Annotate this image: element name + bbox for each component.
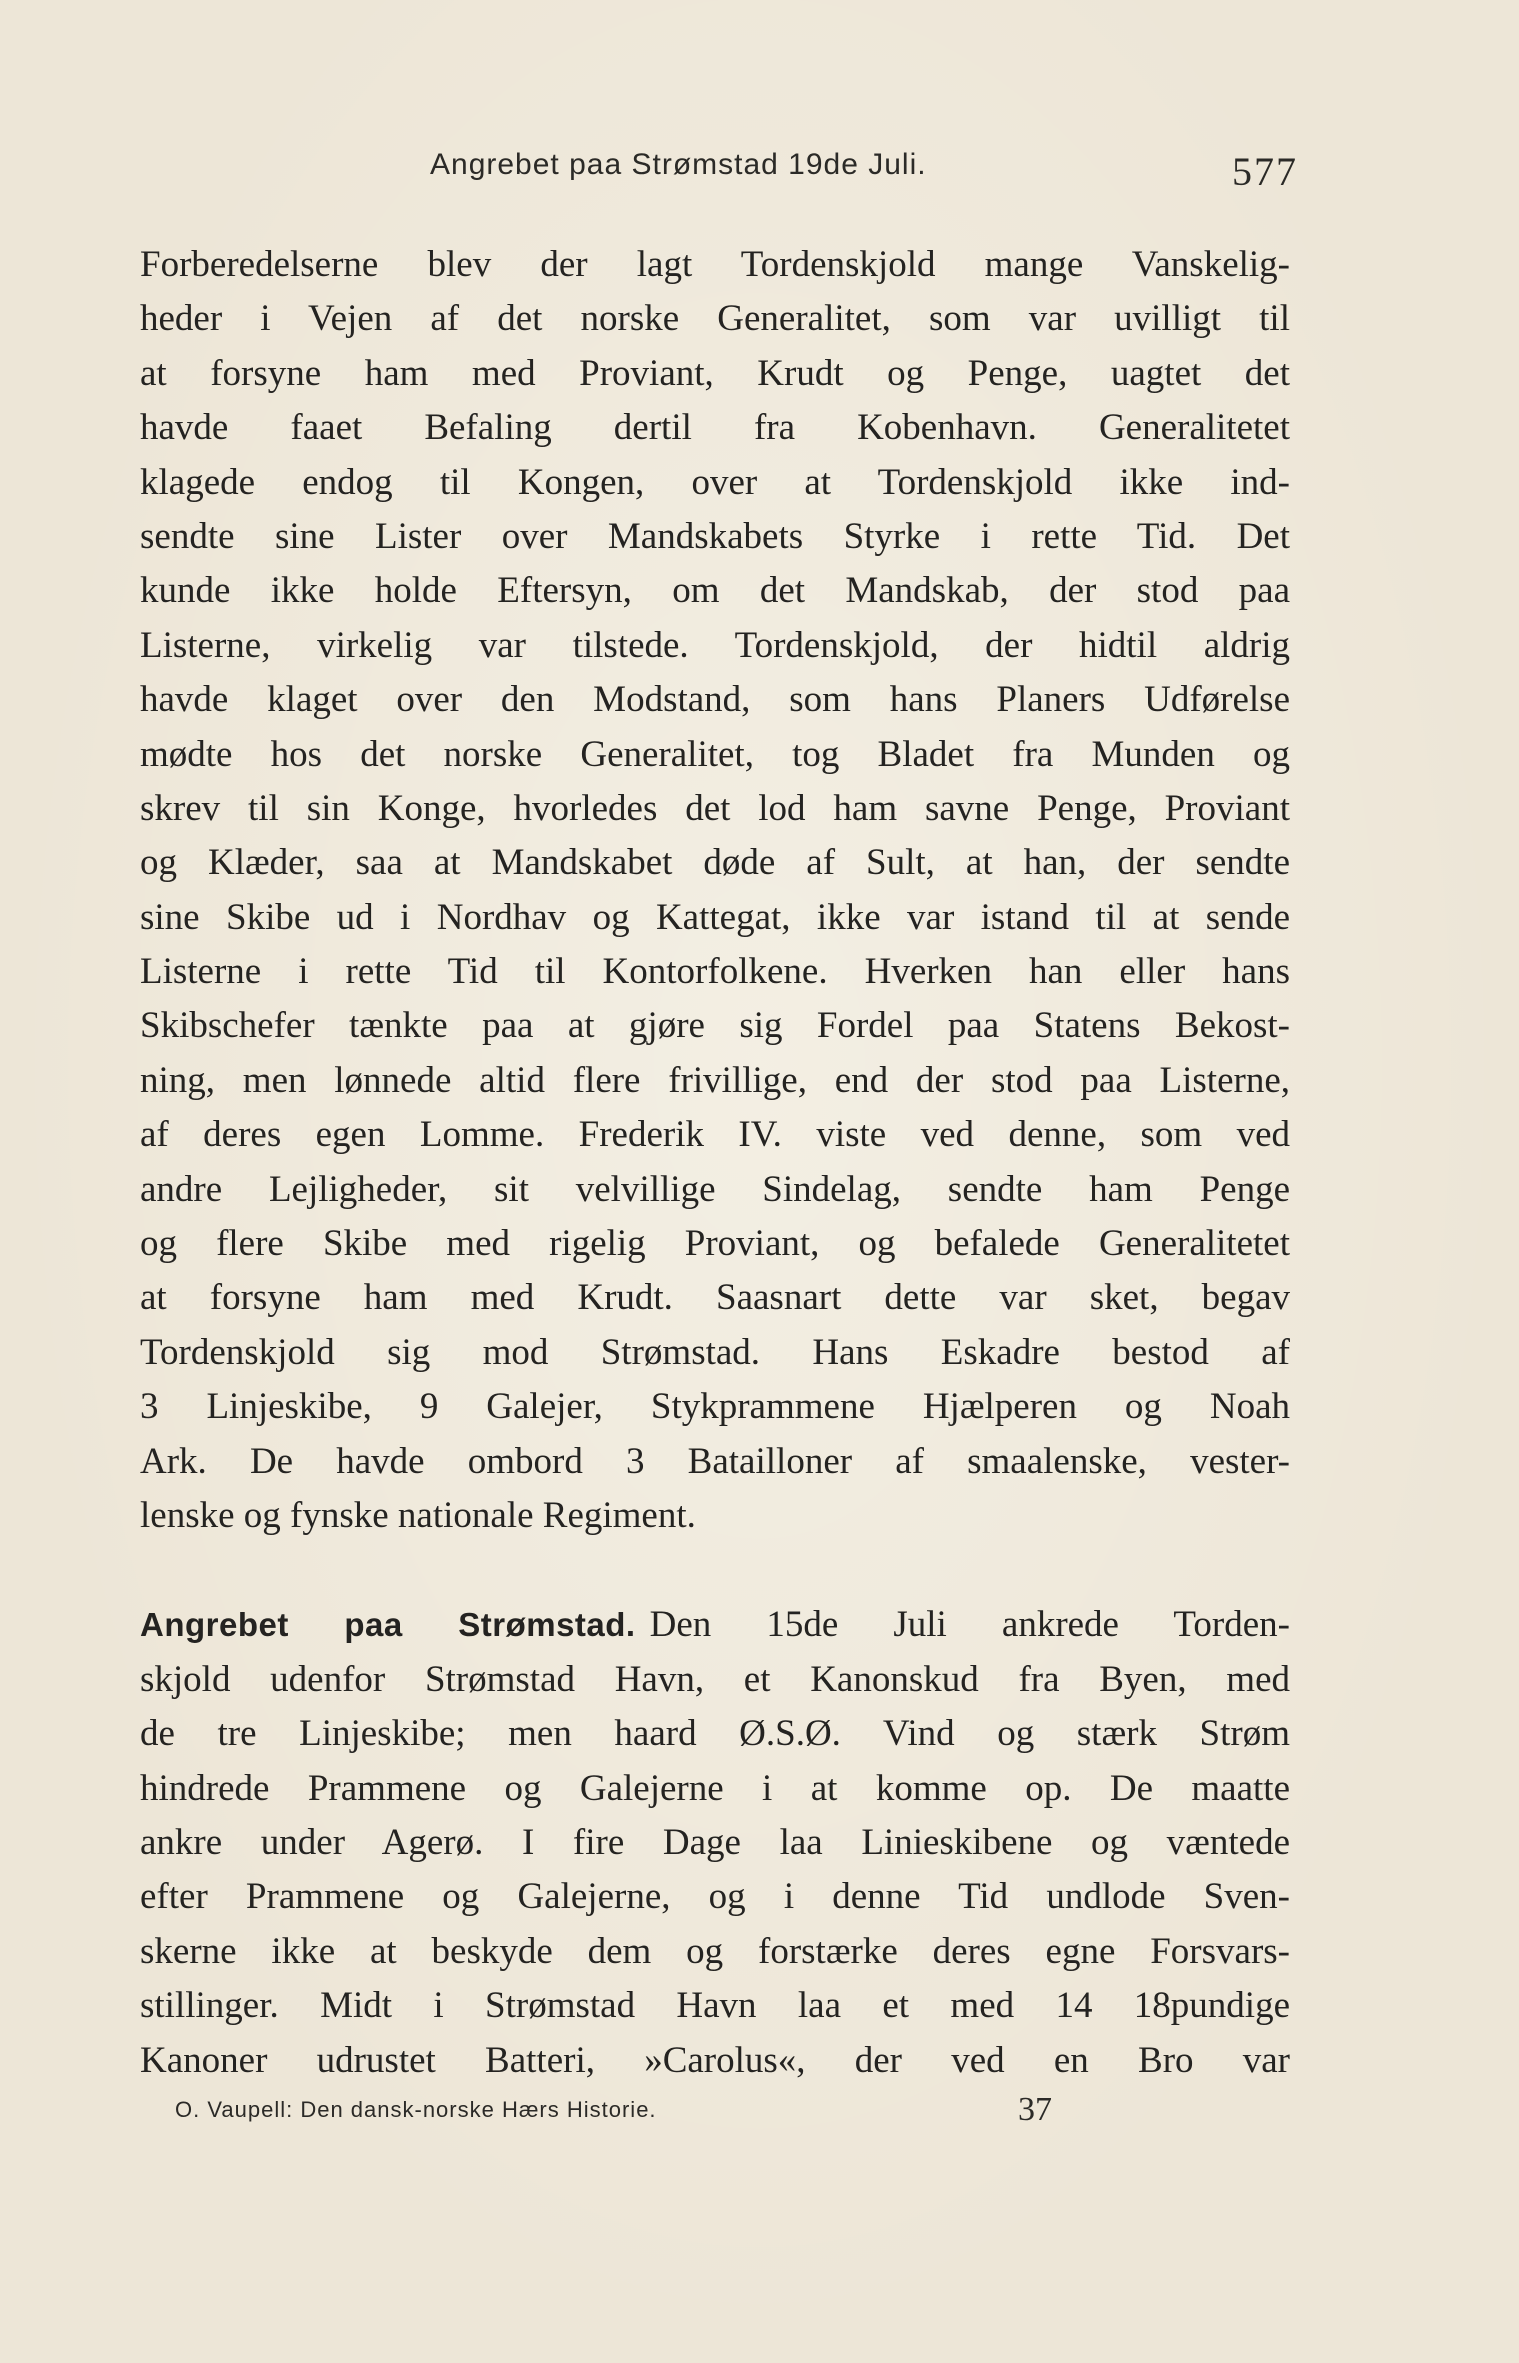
paragraph-line: heder i Vejen af det norske Generalitet, som var uvilligt til bbox=[140, 298, 1290, 340]
paragraph-line: af deres egen Lomme. Frederik IV. viste ved denne, som ved bbox=[140, 1114, 1290, 1156]
paragraph-line: mødte hos det norske Generalitet, tog Bladet fra Munden og bbox=[140, 733, 1290, 775]
paragraph-line: ning, men lønnede altid flere frivillige, end der stod paa Listerne, bbox=[140, 1059, 1290, 1101]
paragraph-line: at forsyne ham med Proviant, Krudt og Penge, uagtet det bbox=[140, 352, 1290, 394]
running-title: Angrebet paa Strømstad 19de Juli. bbox=[430, 148, 927, 181]
paragraph-line: havde klaget over den Modstand, som hans Planers Udførelse bbox=[140, 679, 1290, 721]
paragraph-attack-on-stromstad bbox=[140, 1598, 1290, 2088]
paragraph-line: skjold udenfor Strømstad Havn, et Kanonskud fra Byen, med bbox=[140, 1658, 1290, 1700]
paragraph-line: Forberedelserne blev der lagt Tordenskjold mange Vanskelig- bbox=[140, 244, 1290, 285]
paragraph-line: ankre under Agerø. I fire Dage laa Linieskibene og væntede bbox=[140, 1821, 1290, 1863]
paragraph-line: Kanoner udrustet Batteri, »Carolus«, der ved en Bro var bbox=[140, 2039, 1290, 2081]
paragraph-line: lenske og fynske nationale Regiment. bbox=[140, 1494, 696, 1536]
page-number: 577 bbox=[1232, 149, 1298, 194]
footer-source-note: O. Vaupell: Den dansk-norske Hærs Historie. bbox=[175, 2097, 657, 2122]
paragraph-line: Ark. De havde ombord 3 Batailloner af smaalenske, vester- bbox=[140, 1440, 1290, 1482]
paragraph-tordenskjold-preparations bbox=[140, 238, 1290, 1543]
paragraph-line: sine Skibe ud i Nordhav og Kattegat, ikke var istand til at sende bbox=[140, 896, 1290, 938]
paragraph-line: efter Prammene og Galejerne, og i denne Tid undlode Sven- bbox=[140, 1876, 1290, 1918]
paragraph-line: klagede endog til Kongen, over at Tordenskjold ikke ind- bbox=[140, 461, 1290, 503]
paragraph-line: skerne ikke at beskyde dem og forstærke deres egne Forsvars- bbox=[140, 1930, 1290, 1972]
paragraph-line: Listerne i rette Tid til Kontorfolkene. Hverken han eller hans bbox=[140, 951, 1290, 993]
paragraph-line: andre Lejligheder, sit velvillige Sindelag, sendte ham Penge bbox=[140, 1168, 1290, 1210]
paragraph-line: Skibschefer tænkte paa at gjøre sig Fordel paa Statens Bekost- bbox=[140, 1005, 1290, 1047]
paragraph-line: de tre Linjeskibe; men haard Ø.S.Ø. Vind og stærk Strøm bbox=[140, 1713, 1290, 1755]
paragraph-line: Listerne, virkelig var tilstede. Tordenskjold, der hidtil aldrig bbox=[140, 624, 1290, 666]
body-text bbox=[140, 238, 1290, 2088]
paragraph-line: kunde ikke holde Eftersyn, om det Mandskab, der stod paa bbox=[140, 570, 1290, 612]
paragraph-line: havde faaet Befaling dertil fra Kobenhavn. Generalitetet bbox=[140, 407, 1290, 449]
heading-line-text: Den 15de Juli ankrede Torden- bbox=[649, 1604, 1290, 1646]
paragraph-line: hindrede Prammene og Galejerne i at komme op. De maatte bbox=[140, 1767, 1290, 1809]
paragraph-line: og Klæder, saa at Mandskabet døde af Sult, at han, der sendte bbox=[140, 842, 1290, 884]
section-heading: Angrebet paa Strømstad. bbox=[140, 1606, 636, 1644]
paragraph-line: Tordenskjold sig mod Strømstad. Hans Eskadre bestod af bbox=[140, 1331, 1290, 1373]
paragraph-line: at forsyne ham med Krudt. Saasnart dette var sket, begav bbox=[140, 1277, 1290, 1319]
section-gap bbox=[140, 1543, 1290, 1598]
paragraph-line: og flere Skibe med rigelig Proviant, og befalede Generalitetet bbox=[140, 1223, 1290, 1265]
paragraph-line bbox=[140, 1598, 1290, 1652]
signature-mark: 37 bbox=[1018, 2091, 1052, 2128]
footer bbox=[0, 2091, 1519, 2137]
paragraph-line: 3 Linjeskibe, 9 Galejer, Stykprammene Hjælperen og Noah bbox=[140, 1386, 1290, 1428]
paragraph-line: stillinger. Midt i Strømstad Havn laa et med 14 18pundige bbox=[140, 1985, 1290, 2027]
paragraph-line: skrev til sin Konge, hvorledes det lod ham savne Penge, Proviant bbox=[140, 787, 1290, 829]
paragraph-line: sendte sine Lister over Mandskabets Styrke i rette Tid. Det bbox=[140, 515, 1290, 557]
